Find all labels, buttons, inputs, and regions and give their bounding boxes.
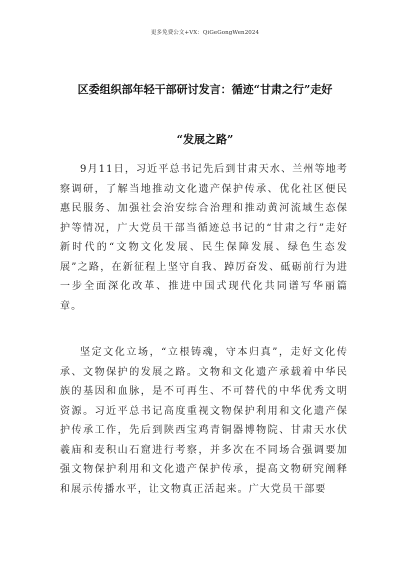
article-paragraph-1 bbox=[60, 160, 348, 316]
article-title-line1: 区委组织部年轻干部研讨发言：循迹“甘肃之行”走好 bbox=[77, 83, 333, 96]
article-paragraph-2 bbox=[60, 343, 348, 499]
article-title-line2: “发展之路” bbox=[176, 133, 234, 146]
header-note: 更多免费公文+VX：QiGeGongWen2024 bbox=[150, 30, 260, 36]
paragraph-text: 9月11日，习近平总书记先后到甘肃天水、兰州等地考察调研，了解当地推动文化遗产保护传承、优化社区便民惠民服务、加强社会治安综合治理和推动黄河流域生态保护等情况，广大党员干部当循迹总书记的“甘肃之行”走好新时代的“文物文化发展、民生保障发展、绿色生态发展”之路，在新征程上坚守自我、踔厉奋发、砥砺前行为进一步全面深化改革、推进中国式现代化共同谱写华丽篇章。 bbox=[60, 164, 348, 312]
paragraph-text: 坚定文化立场，“立根铸魂，守本归真”，走好文化传承、文物保护的发展之路。文物和文化遗产承载着中华民族的基因和血脉，是不可再生、不可替代的中华优秀文明资源。习近平总书记高度重视文物保护利用和文化遗产保护传承工作，先后到陕西宝鸡青铜器博物院、甘肃天水伏羲庙和麦积山石窟进行考察，并多次在不同场合强调要加强文物保护利用和文化遗产保护传承，提高文物研究阐释和展示传播水平，让文物真正活起来。广大党员干部要 bbox=[60, 347, 348, 495]
